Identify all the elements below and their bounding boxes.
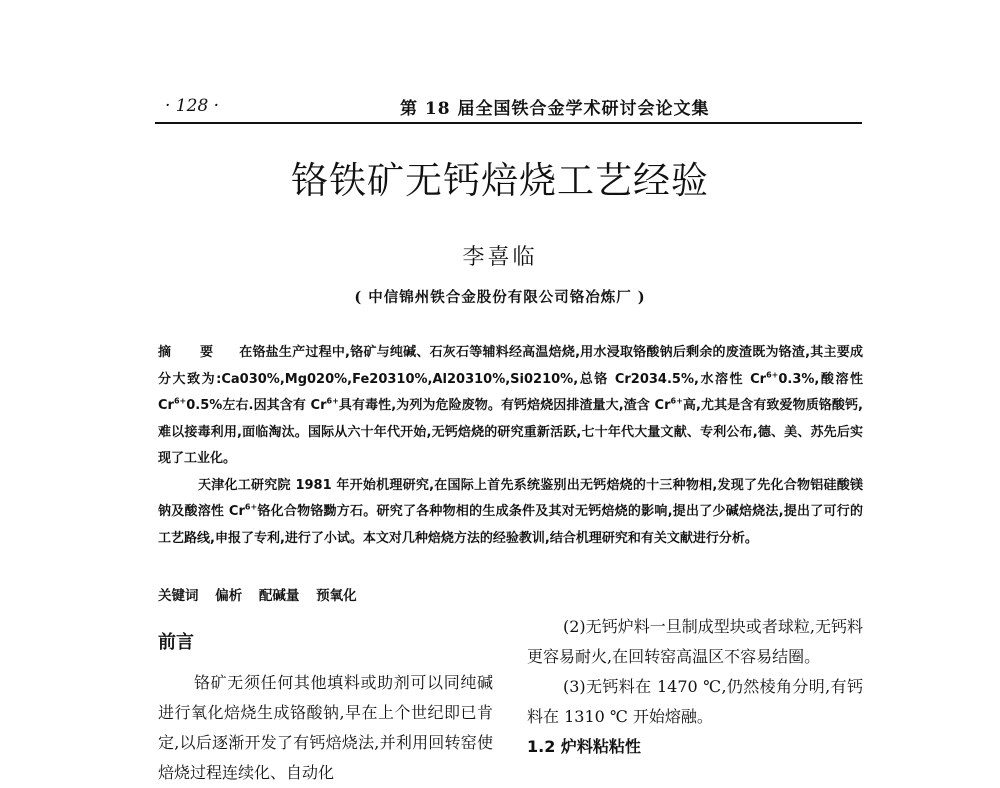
journal-header: 第 18 届全国铁合金学术研讨会论文集 [400,99,710,119]
abstract-paragraph-1: 摘 要 在铬盐生产过程中,铬矿与纯碱、石灰石等辅料经高温焙烧,用水浸取铬酸钠后剩余的废渣既为铬渣,其主要成分大致为:Ca030%,Mg020%,Fe20310%,Al20310%,Si0210%,总铬 Cr2034.5%,水溶性 $Cr^{6+}0.3\%$,酸溶性 $Cr^{6+}0.5\%$左右.因其含有 $Cr^{6+}$具有毒性,为列为危险废物。有钙焙烧因排渣量大,渣含 $Cr^{6+}$高,尤其是含有致爱物质铬酸钙,难以接毒利用,面临淘汰。国际从六十年代开始,无钙焙烧的研究重新活跃,七十年代大量文献、专利公布,德、美、苏先后实现了工业化。 [158,345,863,466]
paper-title: 铬铁矿无钙焙烧工艺经验 [291,159,709,202]
keywords-label: 关键词 [158,588,199,604]
author-affiliation: ( 中信锦州铁合金股份有限公司铬冶炼厂 ) [354,289,646,306]
page-number: · 128 · [165,96,220,116]
body-paragraph: (3)无钙料在 1470 ℃,仍然棱角分明,有钙料在 1310 ℃ 开始熔融。 [527,677,863,726]
section-heading-1-2: 1.2 炉料粘粘性 [527,737,641,756]
author-name: 李喜临 [462,245,538,270]
keywords [158,584,369,604]
right-column [527,612,863,762]
section-heading-preface: 前言 [158,632,194,653]
keyword-item: 偏析 [215,588,243,604]
abstract-label: 摘 要 [158,345,226,360]
keyword-item: 预氧化 [316,588,357,604]
body-paragraph: 铬矿无须任何其他填料或助剂可以同纯碱进行氧化焙烧生成铬酸钠,早在上个世纪即已肯定,以后逐渐开发了有钙焙烧法,并利用回转窑使焙烧过程连续化、自动化 [158,673,493,782]
keyword-item: 配碱量 [258,588,300,604]
abstract-paragraph-2: 天津化工研究院 1981 年开始机理研究,在国际上首先系统鉴别出无钙焙烧的十三种物相,发现了先化合物铝硅酸镁钠及酸溶性 $Cr^{6+}$铬化合物铬黝方石。研究了各种物相的生成条件及其对无钙焙烧的影响,提出了少碱焙烧法,提出了可行的工艺路线,申报了专利,进行了小试。本文对几种焙烧方法的经验教训,结合机理研究和有关文献进行分析。 [158,477,863,546]
body-paragraph: (2)无钙炉料一旦制成型块或者球粒,无钙料更容易耐火,在回转窑高温区不容易结圈。 [527,617,863,666]
abstract [158,340,863,552]
left-column [158,628,493,788]
header-rule [155,122,862,124]
